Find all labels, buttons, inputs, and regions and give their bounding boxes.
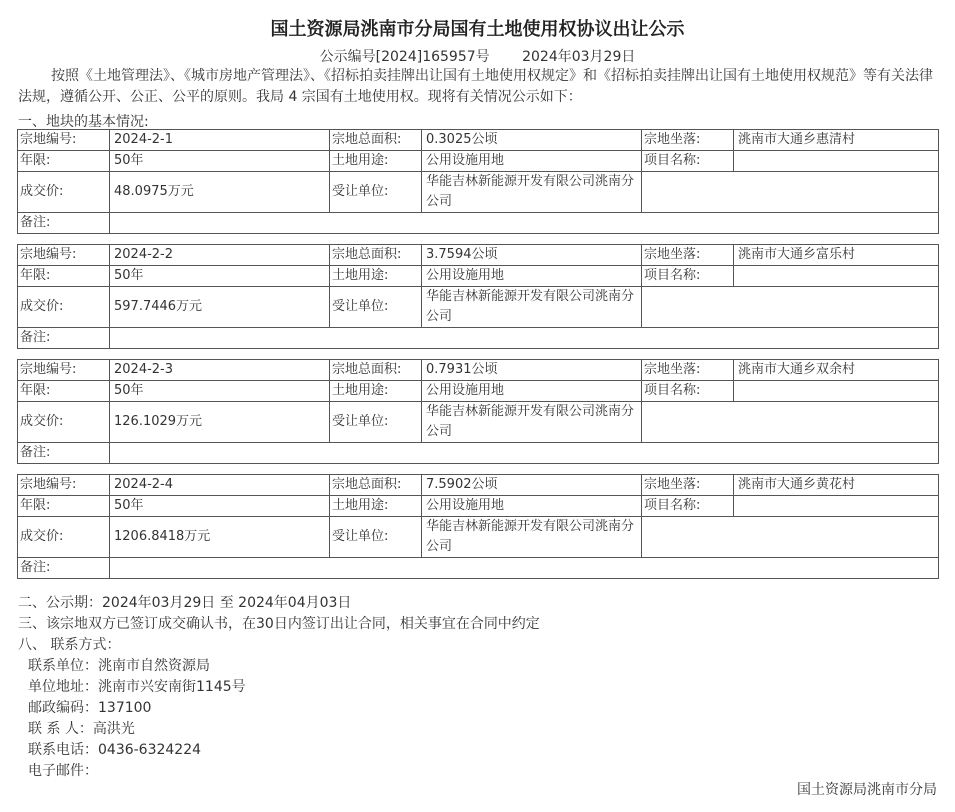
label-location: 宗地坐落: — [642, 245, 734, 266]
label-use: 土地用途: — [330, 381, 422, 402]
price-value: 597.7446万元 — [110, 287, 330, 328]
notice-meta — [0, 46, 955, 66]
remark-value — [110, 328, 939, 349]
area-value: 3.7594公顷 — [422, 245, 642, 266]
remark-value — [110, 213, 939, 234]
table-row — [18, 266, 939, 287]
location-value: 洮南市大通乡富乐村 — [734, 245, 939, 266]
assignee-value: 华能吉林新能源开发有限公司洮南分公司 — [422, 287, 642, 328]
label-location: 宗地坐落: — [642, 360, 734, 381]
label-project: 项目名称: — [642, 151, 734, 172]
project-value — [734, 496, 939, 517]
table-row — [18, 558, 939, 579]
project-value — [734, 151, 939, 172]
table-row — [18, 245, 939, 266]
parcel-table — [17, 359, 939, 464]
term-value: 50年 — [110, 496, 330, 517]
contact-address: 单位地址：洮南市兴安南街1145号 — [28, 679, 246, 695]
assignee-value: 华能吉林新能源开发有限公司洮南分公司 — [422, 172, 642, 213]
label-location: 宗地坐落: — [642, 475, 734, 496]
table-row — [18, 360, 939, 381]
table-row — [18, 517, 939, 558]
label-assignee: 受让单位: — [330, 287, 422, 328]
label-area: 宗地总面积: — [330, 245, 422, 266]
project-value — [734, 266, 939, 287]
price-value: 126.1029万元 — [110, 402, 330, 443]
label-use: 土地用途: — [330, 266, 422, 287]
area-value: 0.7931公顷 — [422, 360, 642, 381]
location-value: 洮南市大通乡惠清村 — [734, 130, 939, 151]
location-value: 洮南市大通乡双余村 — [734, 360, 939, 381]
contact-unit: 联系单位：洮南市自然资源局 — [28, 658, 210, 674]
table-row — [18, 496, 939, 517]
label-remark: 备注: — [18, 213, 110, 234]
term-value: 50年 — [110, 266, 330, 287]
empty-cell — [642, 172, 939, 213]
use-value: 公用设施用地 — [422, 496, 642, 517]
label-term: 年限: — [18, 151, 110, 172]
term-value: 50年 — [110, 381, 330, 402]
table-row — [18, 475, 939, 496]
project-value — [734, 381, 939, 402]
notice-date: 2024年03月29日 — [522, 49, 636, 65]
table-row — [18, 287, 939, 328]
contact-heading: 八、 联系方式： — [18, 637, 121, 653]
label-term: 年限: — [18, 381, 110, 402]
table-row — [18, 172, 939, 213]
label-price: 成交价: — [18, 402, 110, 443]
remark-value — [110, 443, 939, 464]
term-value: 50年 — [110, 151, 330, 172]
label-term: 年限: — [18, 266, 110, 287]
contact-postcode: 邮政编码：137100 — [28, 700, 152, 716]
label-remark: 备注: — [18, 558, 110, 579]
publicity-period: 二、公示期：2024年03月29日 至 2024年04月03日 — [18, 595, 352, 611]
intro-paragraph: 按照《土地管理法》、《城市房地产管理法》、《招标拍卖挂牌出让国有土地使用权规定》和《招标拍卖挂牌出让国有土地使用权规范》等有关法律法规，遵循公开、公正、公平的原则。我局 4 宗国有土地使用权。现将有关情况公示如下： — [18, 68, 933, 105]
use-value: 公用设施用地 — [422, 381, 642, 402]
label-remark: 备注: — [18, 328, 110, 349]
use-value: 公用设施用地 — [422, 266, 642, 287]
table-row — [18, 130, 939, 151]
label-location: 宗地坐落: — [642, 130, 734, 151]
table-row — [18, 402, 939, 443]
table-row — [18, 443, 939, 464]
contact-phone: 联系电话：0436-6324224 — [28, 742, 202, 758]
contact-email: 电子邮件： — [28, 763, 98, 779]
area-value: 0.3025公顷 — [422, 130, 642, 151]
price-value: 1206.8418万元 — [110, 517, 330, 558]
label-parcel-no: 宗地编号: — [18, 475, 110, 496]
parcel-table — [17, 244, 939, 349]
label-assignee: 受让单位: — [330, 402, 422, 443]
label-area: 宗地总面积: — [330, 360, 422, 381]
parcel-no-value: 2024-2-4 — [110, 475, 330, 496]
contact-person: 联 系 人：高洪光 — [28, 721, 135, 737]
page-title: 国土资源局洮南市分局国有土地使用权协议出让公示 — [270, 19, 685, 40]
label-area: 宗地总面积: — [330, 130, 422, 151]
parcel-table — [17, 129, 939, 234]
label-assignee: 受让单位: — [330, 517, 422, 558]
table-row — [18, 328, 939, 349]
parcel-no-value: 2024-2-2 — [110, 245, 330, 266]
label-project: 项目名称: — [642, 266, 734, 287]
label-area: 宗地总面积: — [330, 475, 422, 496]
empty-cell — [642, 287, 939, 328]
assignee-value: 华能吉林新能源开发有限公司洮南分公司 — [422, 517, 642, 558]
parcel-no-value: 2024-2-1 — [110, 130, 330, 151]
price-value: 48.0975万元 — [110, 172, 330, 213]
table-row — [18, 151, 939, 172]
area-value: 7.5902公顷 — [422, 475, 642, 496]
parcel-no-value: 2024-2-3 — [110, 360, 330, 381]
label-parcel-no: 宗地编号: — [18, 130, 110, 151]
assignee-value: 华能吉林新能源开发有限公司洮南分公司 — [422, 402, 642, 443]
label-assignee: 受让单位: — [330, 172, 422, 213]
label-use: 土地用途: — [330, 151, 422, 172]
label-price: 成交价: — [18, 287, 110, 328]
location-value: 洮南市大通乡黄花村 — [734, 475, 939, 496]
contract-note: 三、该宗地双方已签订成交确认书，在30日内签订出让合同，相关事宜在合同中约定 — [18, 616, 540, 632]
label-term: 年限: — [18, 496, 110, 517]
label-parcel-no: 宗地编号: — [18, 245, 110, 266]
table-row — [18, 381, 939, 402]
empty-cell — [642, 517, 939, 558]
label-parcel-no: 宗地编号: — [18, 360, 110, 381]
use-value: 公用设施用地 — [422, 151, 642, 172]
label-price: 成交价: — [18, 517, 110, 558]
label-price: 成交价: — [18, 172, 110, 213]
label-project: 项目名称: — [642, 496, 734, 517]
signature: 国土资源局洮南市分局 — [797, 782, 937, 798]
remark-value — [110, 558, 939, 579]
section-1-heading: 一、地块的基本情况: — [18, 114, 149, 130]
label-remark: 备注: — [18, 443, 110, 464]
notice-number: 公示编号[2024]165957号 — [319, 49, 490, 65]
table-row — [18, 213, 939, 234]
parcel-table — [17, 474, 939, 579]
label-project: 项目名称: — [642, 381, 734, 402]
empty-cell — [642, 402, 939, 443]
label-use: 土地用途: — [330, 496, 422, 517]
